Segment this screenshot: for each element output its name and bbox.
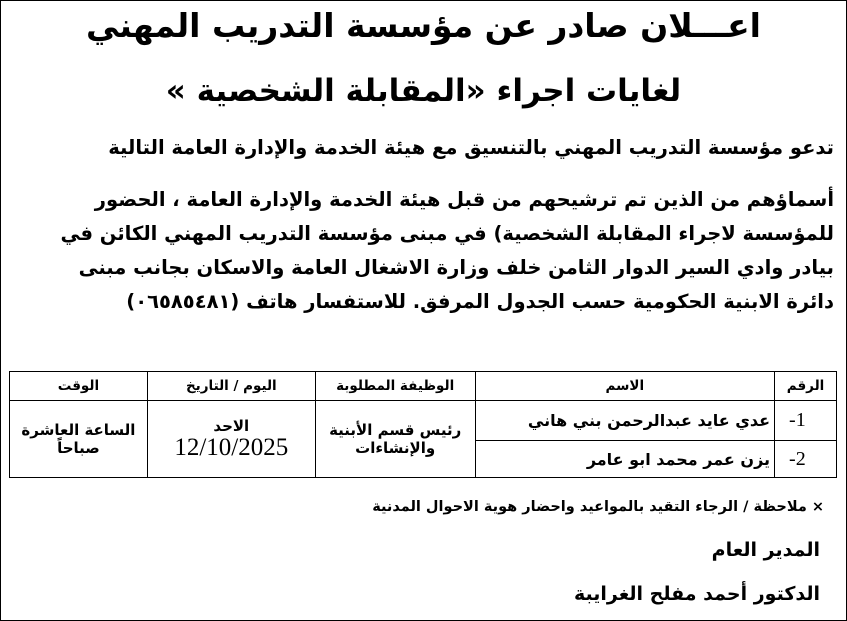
day-date-cell [147, 401, 315, 478]
signatory-role: المدير العام [711, 539, 820, 561]
header-number: الرقم [775, 372, 837, 401]
time-cell: الساعة العاشرة صباحاً [10, 401, 148, 478]
body-line: تدعو مؤسسة التدريب المهني بالتنسيق مع هيئة الخدمة والإدارة العامة التالية [108, 136, 834, 159]
row-number: 2- [775, 441, 837, 478]
row-number: 1- [775, 401, 837, 441]
body-line: أسماؤهم من الذين تم ترشيحهم من قبل هيئة الخدمة والإدارة العامة ، الحضور [94, 188, 834, 211]
announcement-subtitle: لغايات اجراء «المقابلة الشخصية » [165, 73, 682, 109]
header-position: الوظيفة المطلوبة [315, 372, 475, 401]
day-value: الاحد [213, 417, 250, 435]
position-cell: رئيس قسم الأبنية والإنشاءات [315, 401, 475, 478]
body-line: دائرة الابنية الحكومية حسب الجدول المرفق. للاستفسار هاتف (٠٦٥٨٥٤٨١) [126, 290, 834, 313]
body-line: للمؤسسة لاجراء المقابلة الشخصية) في مبنى مؤسسة التدريب المهني الكائن في [60, 222, 834, 245]
header-name: الاسم [475, 372, 774, 401]
header-time: الوقت [10, 372, 148, 401]
note-text: × ملاحظة / الرجاء التقيد بالمواعيد واحضار هوية الاحوال المدنية [372, 499, 824, 515]
announcement-body [13, 131, 834, 319]
signatory-name: الدكتور أحمد مفلح الغرايبة [573, 583, 820, 605]
date-value: 12/10/2025 [174, 434, 289, 461]
table-header-row [10, 372, 837, 401]
table-row [10, 401, 837, 441]
candidates-table [9, 371, 837, 478]
candidate-name: عدي عايد عبدالرحمن بني هاني [475, 401, 774, 441]
announcement-title: اعـــلان صادر عن مؤسسة التدريب المهني [85, 6, 761, 45]
candidate-name: يزن عمر محمد ابو عامر [475, 441, 774, 478]
body-line: بيادر وادي السير الدوار الثامن خلف وزارة الاشغال العامة والاسكان بجانب مبنى [78, 256, 834, 279]
header-day-date: اليوم / التاريخ [147, 372, 315, 401]
